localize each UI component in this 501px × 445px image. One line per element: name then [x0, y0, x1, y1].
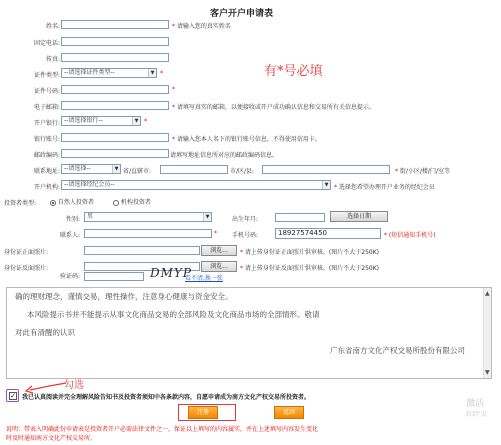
- scroll-up-icon[interactable]: ▲: [485, 290, 490, 297]
- name-label: 姓名:: [45, 23, 60, 30]
- watermark-line-1: 激活: [466, 399, 485, 409]
- birth-label: 出生年月:: [232, 216, 259, 223]
- captcha-input[interactable]: [84, 272, 144, 281]
- notice-signature: 广东省南方文化产权交易所股份有限公司: [330, 346, 465, 355]
- investor-type-label: 投资者类型:: [4, 200, 37, 207]
- required-mark: *: [144, 118, 147, 125]
- radio-icon: [113, 200, 119, 206]
- radio-icon: [50, 200, 56, 206]
- id-back-hint-row: * 请上传身份证反面照片供审核。(图片不大于250K): [240, 265, 379, 272]
- id-front-label: 身份证正面照片:: [4, 249, 49, 256]
- id-front-browse-button[interactable]: 浏览...: [201, 245, 237, 256]
- name-input[interactable]: [61, 20, 169, 29]
- street-hint-row: * 街/小区/楼/门/室等: [395, 168, 451, 175]
- register-button[interactable]: 注册: [188, 406, 218, 419]
- id-back-browse-button[interactable]: 浏览...: [201, 261, 237, 272]
- radio-natural-person-label: 自然人投资者: [57, 199, 94, 206]
- footer-note-line-1: 说明：带表入明确此份申请表是投资者开户必需法律文件之一，保证以上填写的内容属实，并在上述填写内容发生变化: [6, 426, 319, 433]
- agency-label: 开户机构:: [33, 184, 60, 191]
- footer-note-line-2: 时及时通知南方文化产权交易所。: [6, 435, 97, 442]
- back-button[interactable]: 返回: [274, 406, 304, 419]
- select-date-button[interactable]: 选择日期: [330, 211, 388, 222]
- id-front-hint-row: * 请上传身份证正面照片供审核。(图片不大于250K): [240, 249, 379, 256]
- chevron-down-icon: ▼: [148, 69, 156, 77]
- bank-account-input[interactable]: [61, 133, 169, 142]
- email-input[interactable]: [61, 101, 169, 110]
- email-hint-row: * 请填写真实的邮箱，以便接收或开户成功确认信息和交易所有关信息提示。: [172, 104, 375, 111]
- id-type-select[interactable]: --请选择证件类型-- ▼: [61, 68, 157, 78]
- id-number-input[interactable]: [61, 85, 169, 94]
- agreement-checkbox[interactable]: ✓: [10, 392, 16, 400]
- district-label: 市/区/县:: [230, 168, 255, 175]
- id-number-label: 证件号码:: [33, 88, 60, 95]
- postcode-input[interactable]: [61, 149, 169, 158]
- radio-institution[interactable]: [113, 197, 151, 206]
- agreement-text: 我已认真阅读并完全理解风险告知书及投资者须知中各条款内容，自愿申请成为南方文化产权交易所投资者。: [22, 394, 311, 401]
- contact-input[interactable]: [84, 229, 212, 238]
- bank-label: 开户银行:: [33, 120, 60, 127]
- id-front-file-input[interactable]: [84, 246, 200, 255]
- required-mark: *: [160, 70, 163, 77]
- street-input[interactable]: [262, 165, 390, 174]
- id-back-label: 身份证反面照片:: [4, 265, 49, 272]
- gender-select[interactable]: 男 ▼: [84, 212, 212, 222]
- notice-scrollbar[interactable]: [483, 288, 492, 378]
- notice-line-2: 本风险提示书并不能提示从事文化商品交易的全部风险及文化商品市场的全部情形。敬请: [27, 310, 320, 319]
- captcha-image: DMYP: [150, 266, 192, 280]
- city-label: 省/直辖市:: [123, 168, 152, 175]
- chevron-down-icon: ▼: [112, 165, 120, 173]
- watermark-line-2: 转到"设: [466, 411, 487, 418]
- postcode-hint: 请填写地址信息所对应的邮政编码信息。: [170, 152, 279, 159]
- radio-institution-label: 机构投资者: [120, 199, 151, 206]
- notice-line-1: 确的理财理念，谨慎交易，理性操作，注意身心健康与资金安全。: [15, 292, 233, 301]
- chevron-down-icon: ▼: [322, 181, 330, 189]
- mobile-input[interactable]: 18927574450: [275, 228, 381, 239]
- notice-line-3: 对此有清醒的认识: [15, 328, 75, 337]
- bank-account-label: 银行账号:: [33, 136, 60, 143]
- city-input[interactable]: [160, 165, 228, 174]
- gender-label: 性别:: [65, 216, 80, 223]
- required-annotation: 有*号必填: [264, 64, 323, 79]
- agency-select[interactable]: --请选择经纪会员-- ▼: [61, 180, 331, 190]
- bank-select[interactable]: --请选择银行-- ▼: [61, 116, 141, 126]
- phone-label: 固定电话:: [33, 40, 60, 47]
- fax-label: 传真:: [45, 56, 60, 63]
- scroll-down-icon[interactable]: ▼: [485, 369, 490, 376]
- page-title: 客户开户申请表: [210, 9, 274, 19]
- captcha-label: 验证码:: [59, 273, 80, 280]
- id-type-label: 证件类型:: [33, 72, 60, 79]
- postcode-label: 邮政编码:: [33, 152, 60, 159]
- mobile-hint-row: * (短信通知手机号): [384, 232, 436, 239]
- mobile-label: 手机号码:: [232, 232, 259, 239]
- required-mark: *: [214, 230, 217, 237]
- radio-natural-person[interactable]: [50, 197, 94, 206]
- chevron-down-icon: ▼: [203, 213, 211, 221]
- chevron-down-icon: ▼: [132, 117, 140, 125]
- address-label: 联系地址:: [33, 168, 60, 175]
- phone-input[interactable]: [61, 37, 169, 46]
- birth-input[interactable]: [275, 213, 325, 222]
- risk-notice-box[interactable]: [6, 287, 492, 379]
- check-annotation: 勾选: [64, 380, 84, 391]
- contact-label: 联系人:: [59, 232, 80, 239]
- fax-input[interactable]: [61, 53, 169, 62]
- risk-notice-content: [15, 288, 475, 360]
- province-select[interactable]: --请选择-- ▼: [61, 164, 121, 174]
- name-hint-row: * 请输入您的真实姓名: [172, 23, 231, 30]
- agency-hint-row: * 选择您希望办理开户业务的经纪会员: [334, 184, 435, 191]
- email-label: 电子邮箱:: [33, 104, 60, 111]
- bank-account-hint-row: * 请输入您本人名下的银行账号信息，不得使用信用卡。: [172, 136, 321, 143]
- required-mark: *: [172, 86, 175, 93]
- captcha-refresh-link[interactable]: 看不清,换一张: [185, 275, 223, 282]
